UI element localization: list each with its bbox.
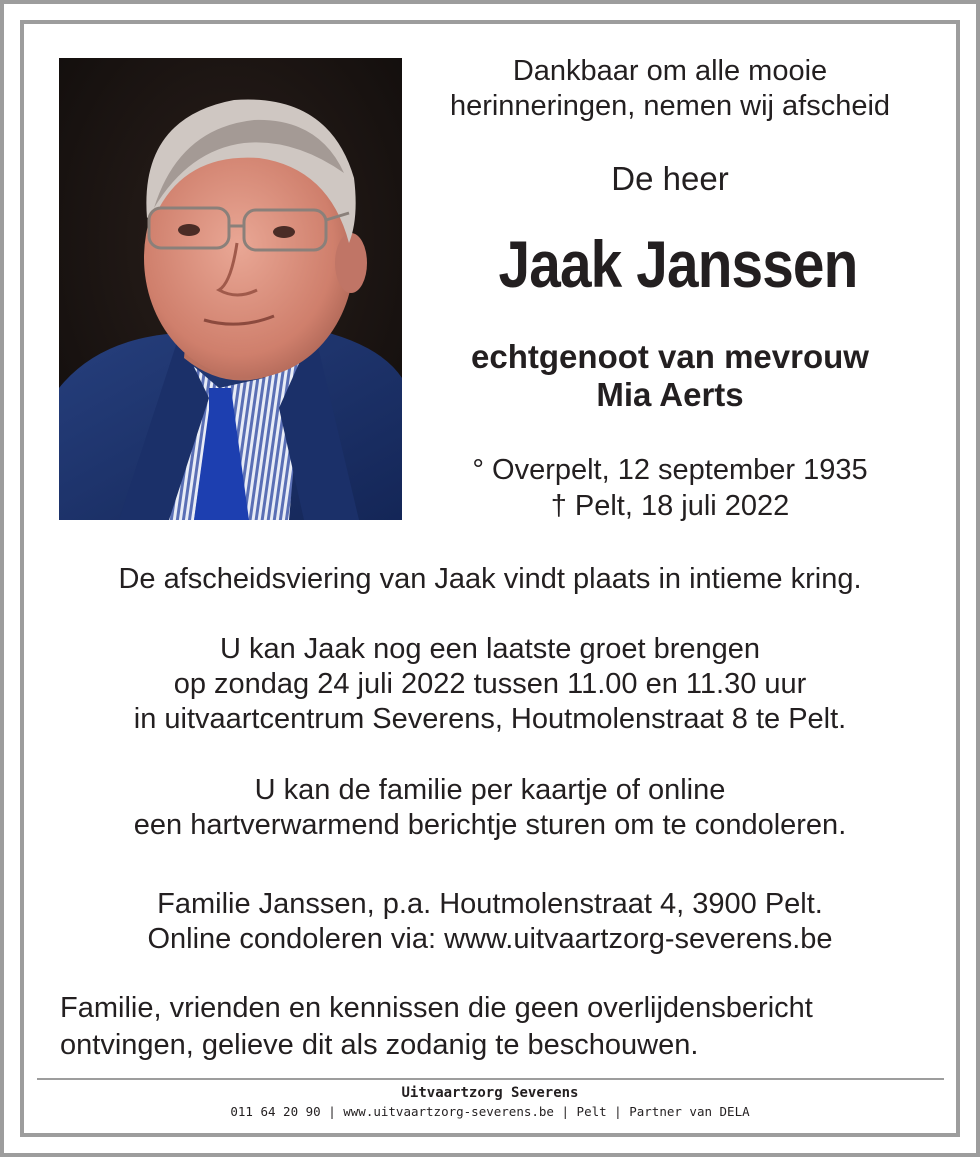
visitation-line-2: op zondag 24 juli 2022 tussen 11.00 en 11.30 uur (173, 668, 807, 700)
ceremony-text: De afscheidsviering van Jaak vindt plaats in intieme kring. (118, 563, 862, 595)
online-condolence: Online condoleren via: www.uitvaartzorg-severens.be (147, 923, 833, 955)
spouse-name: Mia Aerts (596, 376, 744, 413)
portrait-illustration (59, 58, 402, 520)
footer-divider (37, 1078, 944, 1080)
condolence-line-1: U kan de familie per kaartje of online (254, 774, 726, 806)
condolence-text (0, 773, 980, 843)
notice-line-1: Familie, vrienden en kennissen die geen overlijdensbericht (60, 992, 813, 1024)
family-address: Familie Janssen, p.a. Houtmolenstraat 4, 3900 Pelt. (157, 888, 823, 920)
spouse-line-1: echtgenoot van mevrouw (471, 338, 869, 375)
spouse-text (420, 338, 920, 414)
condolence-line-2: een hartverwarmend berichtje sturen om te condoleren. (133, 809, 847, 841)
notice-line-2: ontvingen, gelieve dit als zodanig te beschouwen. (60, 1029, 699, 1061)
life-dates (420, 452, 920, 524)
footer-contact: 011 64 20 90 | www.uitvaartzorg-severens.be | Pelt | Partner van DELA (230, 1104, 750, 1119)
birth-date: ° Overpelt, 12 september 1935 (472, 454, 868, 486)
visitation-line-1: U kan Jaak nog een laatste groet brengen (219, 633, 761, 665)
intro-line-2: herinneringen, nemen wij afscheid (449, 90, 891, 122)
portrait-photo (59, 58, 402, 520)
footer-company: Uitvaartzorg Severens (401, 1085, 579, 1101)
deceased-name: Jaak Janssen (498, 227, 858, 301)
honorific: De heer (611, 160, 729, 197)
visitation-text (0, 632, 980, 737)
address-text (0, 887, 980, 957)
intro-text (420, 54, 920, 124)
intro-line-1: Dankbaar om alle mooie (512, 55, 828, 87)
visitation-line-3: in uitvaartcentrum Severens, Houtmolenstraat 8 te Pelt. (133, 703, 847, 735)
death-date: † Pelt, 18 juli 2022 (550, 490, 790, 522)
notice-text (60, 990, 940, 1064)
